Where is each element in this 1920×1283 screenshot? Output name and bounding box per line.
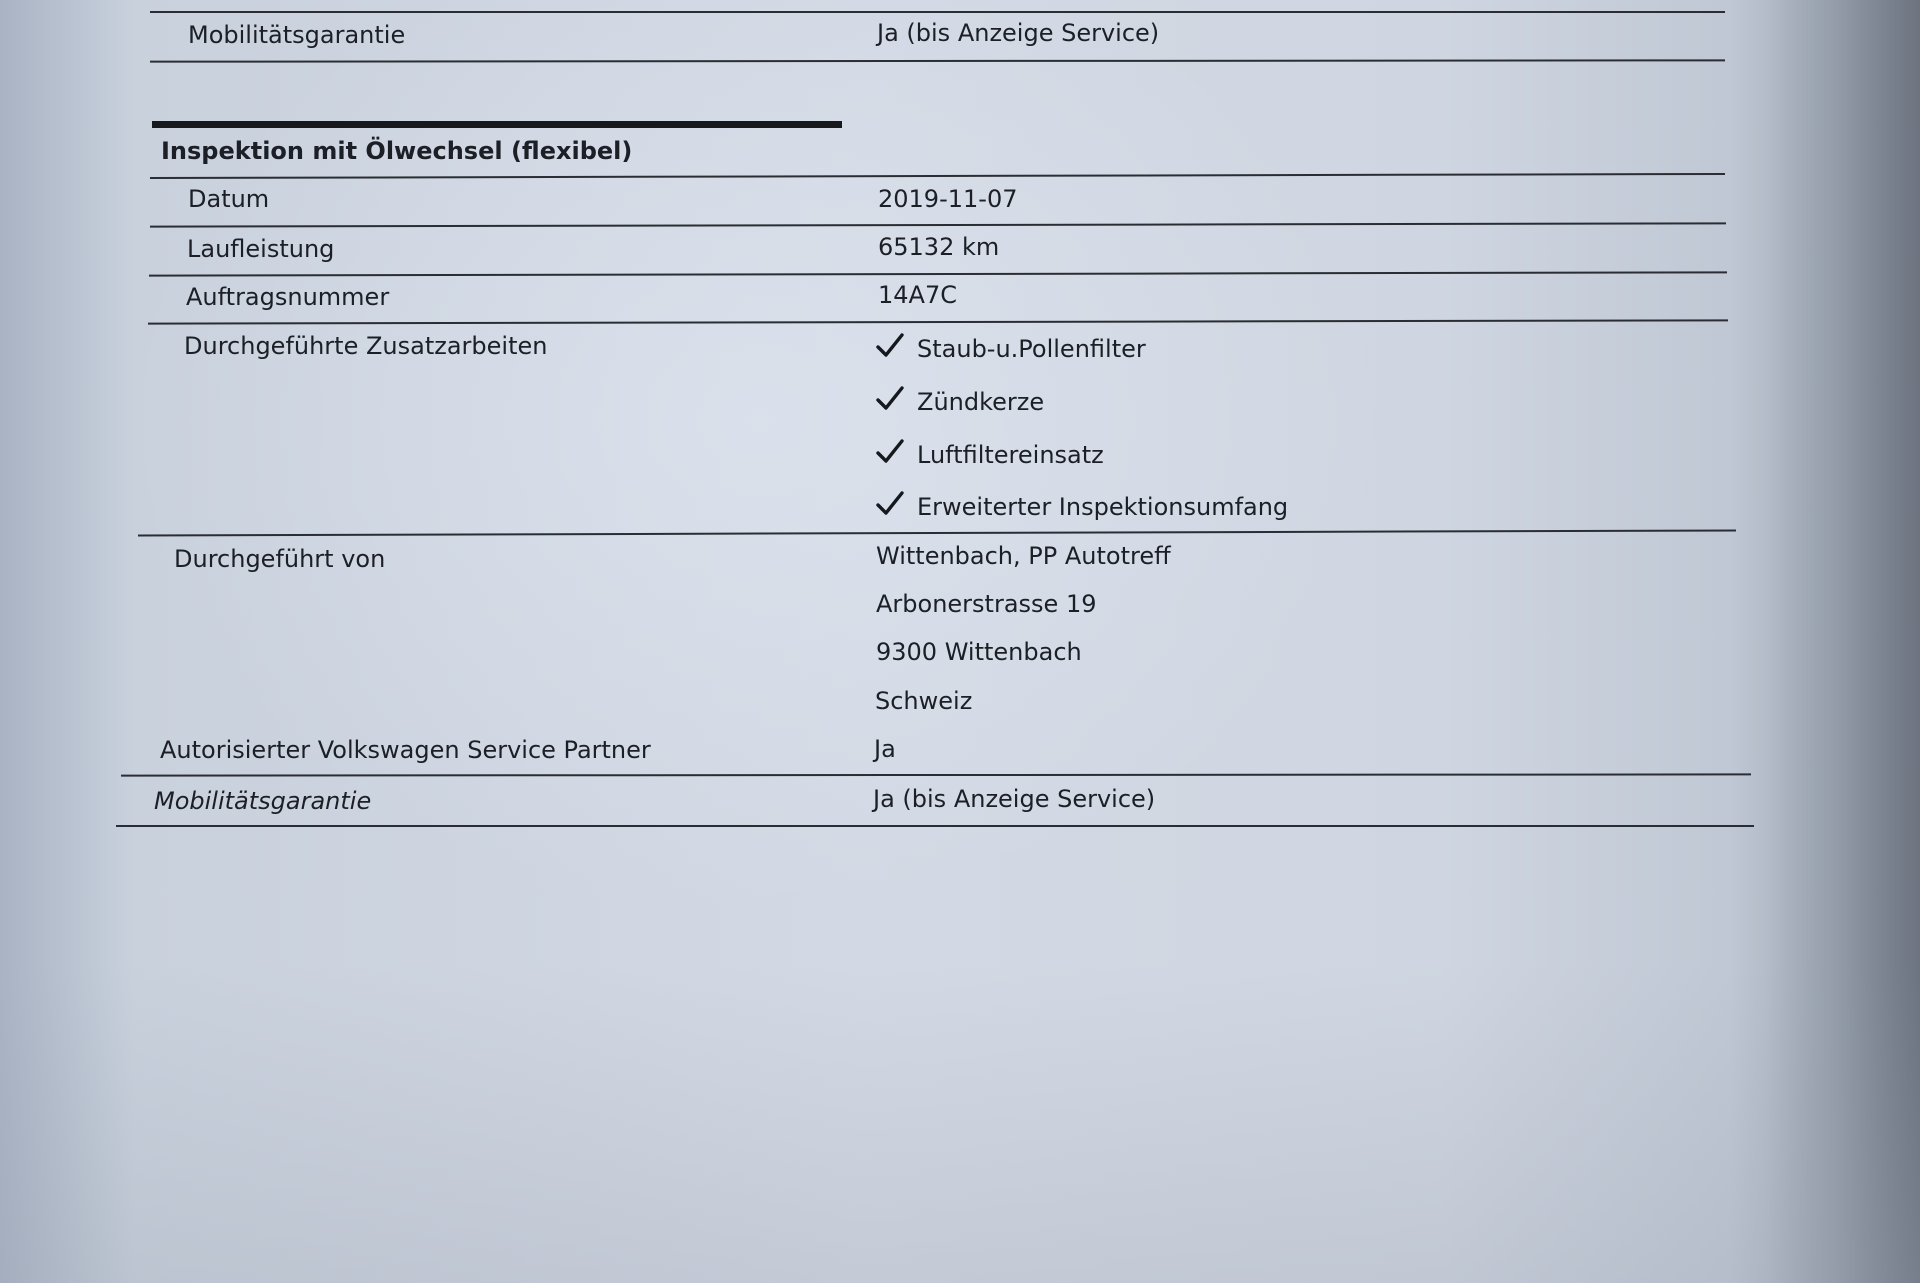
section-heading-bar — [152, 121, 842, 128]
divider-line — [116, 825, 1754, 827]
durchgefuehrt-von-label: Durchgeführt von — [174, 545, 386, 573]
divider-line — [150, 173, 1725, 179]
checkmark-icon — [875, 490, 905, 518]
divider-line — [148, 319, 1728, 324]
werkstatt-ort: 9300 Wittenbach — [876, 638, 1082, 666]
divider-line — [121, 773, 1751, 776]
laufleistung-label: Laufleistung — [187, 235, 335, 263]
divider-line — [150, 59, 1725, 62]
werkstatt-strasse: Arbonerstrasse 19 — [876, 590, 1097, 618]
divider-line — [138, 529, 1736, 536]
zusatzarbeit-item: Zündkerze — [917, 388, 1045, 416]
werkstatt-name: Wittenbach, PP Autotreff — [876, 542, 1171, 570]
zusatzarbeit-item: Erweiterter Inspektionsumfang — [917, 493, 1289, 521]
section-heading: Inspektion mit Ölwechsel (flexibel) — [161, 137, 633, 165]
autorisiert-value: Ja — [874, 735, 896, 763]
checkmark-icon — [875, 438, 905, 466]
divider-line — [150, 222, 1726, 227]
checkmark-icon — [875, 385, 905, 413]
prev-mobilitaet-value: Ja (bis Anzeige Service) — [877, 19, 1160, 47]
zusatzarbeit-item: Staub-u.Pollenfilter — [917, 335, 1146, 363]
prev-mobilitaet-label: Mobilitätsgarantie — [188, 21, 406, 49]
autorisiert-label: Autorisierter Volkswagen Service Partner — [160, 736, 651, 764]
datum-label: Datum — [188, 185, 270, 213]
checkmark-icon — [875, 332, 905, 360]
werkstatt-land: Schweiz — [875, 687, 973, 715]
auftragsnummer-label: Auftragsnummer — [186, 283, 390, 311]
divider-line — [149, 271, 1727, 276]
mobilitaet-label: Mobilitätsgarantie — [154, 787, 372, 815]
datum-value: 2019-11-07 — [878, 185, 1018, 213]
laufleistung-value: 65132 km — [878, 233, 1000, 261]
mobilitaet-value: Ja (bis Anzeige Service) — [873, 785, 1156, 813]
zusatzarbeiten-label: Durchgeführte Zusatzarbeiten — [184, 332, 548, 360]
divider-line — [150, 11, 1725, 13]
auftragsnummer-value: 14A7C — [878, 281, 957, 309]
zusatzarbeit-item: Luftfiltereinsatz — [917, 441, 1104, 469]
